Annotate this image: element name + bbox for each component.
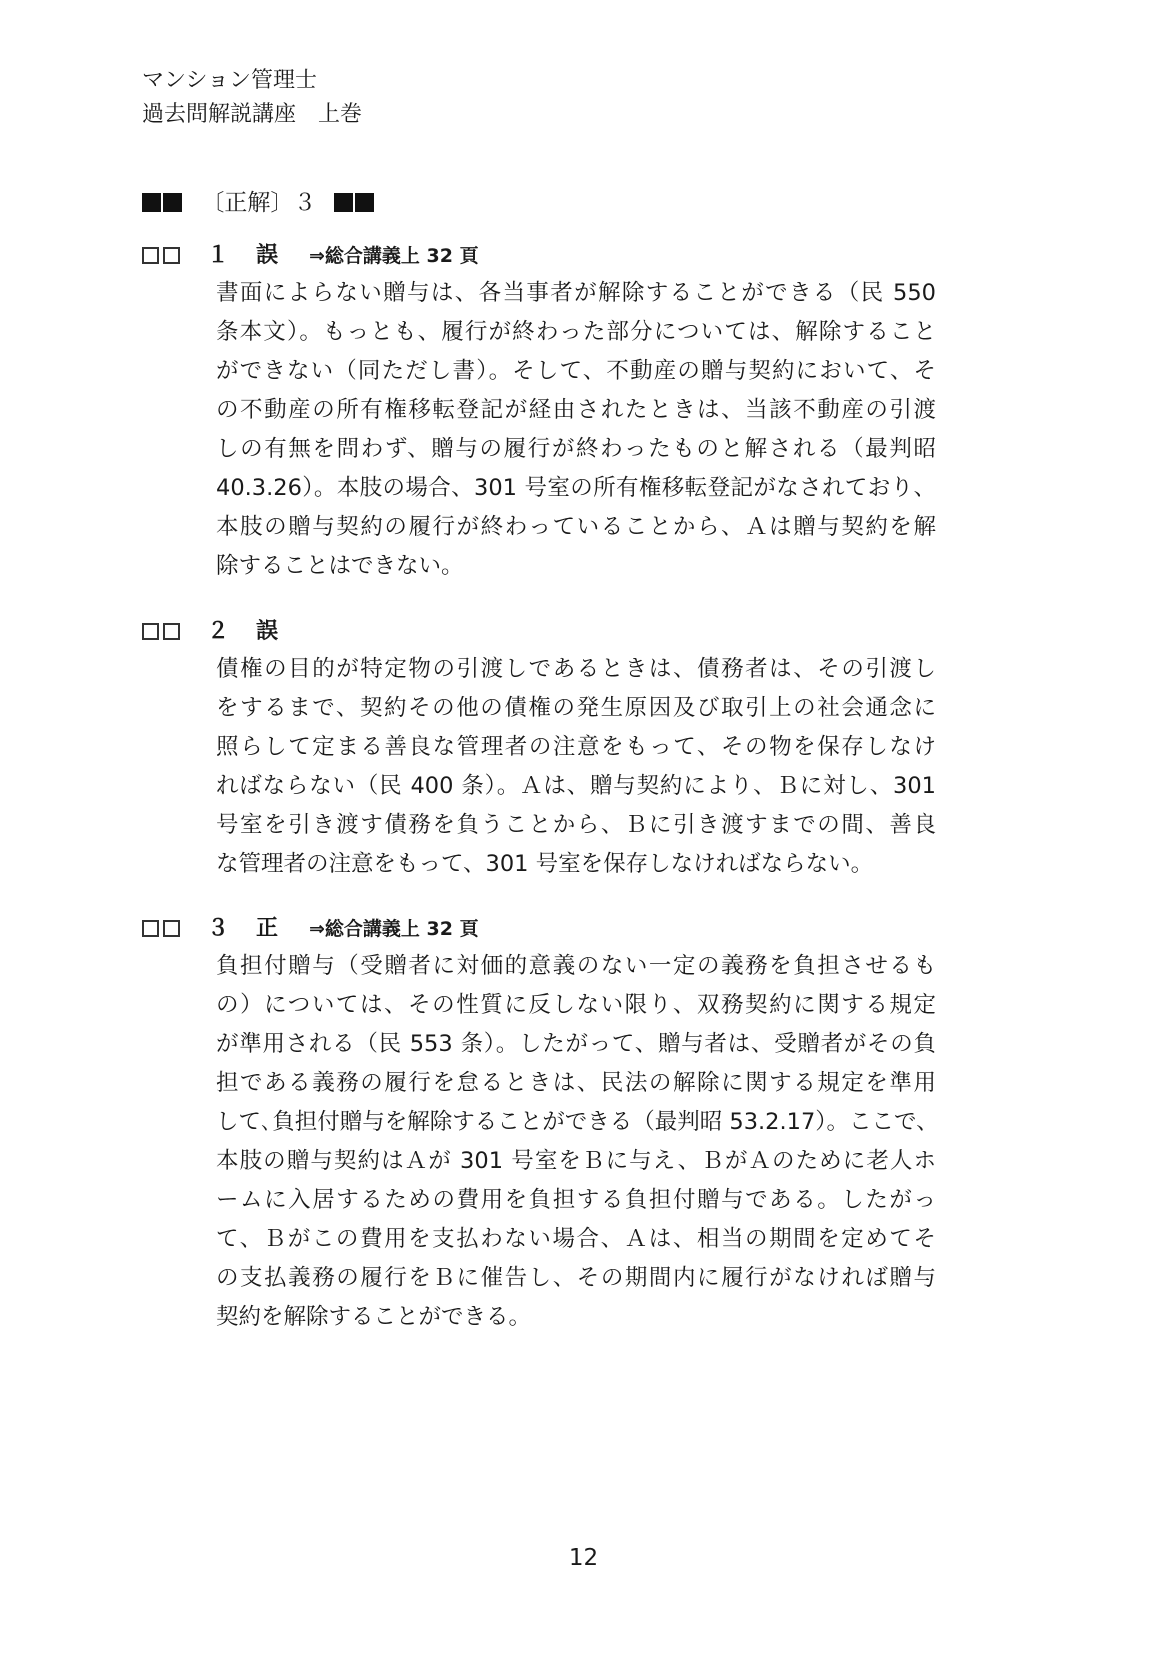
checkbox-icon[interactable] [142, 247, 159, 264]
header-volume-title: 過去問解説講座 上巻 [142, 102, 363, 127]
body-line: の支払義務の履行をＢに催告し、その期間内に履行がなければ贈与 [216, 1265, 936, 1291]
explanation-item-1 [142, 238, 936, 586]
item-verdict: 正 [256, 916, 279, 941]
body-line: 除することはできない。 [216, 553, 464, 579]
item-verdict: 誤 [256, 619, 279, 644]
item-heading [142, 614, 936, 650]
black-square-icon [163, 193, 182, 212]
item-reference: ⇒総合講義上 32 頁 [309, 245, 479, 267]
body-line: 40.3.26）。本肢の場合、301 号室の所有権移転登記がなされており、 [216, 475, 936, 501]
body-line: が準用される（民 553 条）。したがって、贈与者は、受贈者がその負 [216, 1031, 936, 1057]
answer-banner [142, 186, 376, 220]
body-line: の不動産の所有権移転登記が経由されたときは、当該不動産の引渡 [216, 397, 936, 423]
item-verdict: 誤 [256, 243, 279, 268]
black-square-icon [355, 193, 374, 212]
body-line: 本肢の贈与契約はＡが 301 号室をＢに与え、ＢがＡのために老人ホ [216, 1148, 936, 1174]
body-line: 本肢の贈与契約の履行が終わっていることから、Ａは贈与契約を解 [216, 514, 936, 540]
body-line: をするまで、契約その他の債権の発生原因及び取引上の社会通念に [216, 695, 936, 721]
checkbox-icon[interactable] [163, 920, 180, 937]
checkbox-icon[interactable] [142, 920, 159, 937]
item-heading [142, 911, 936, 947]
explanation-item-3 [142, 911, 939, 1337]
item-number: ２ [207, 619, 230, 644]
answer-text: 〔正解〕３ [201, 190, 317, 216]
page-header [142, 64, 362, 132]
item-number: ３ [207, 916, 230, 941]
checkbox-icon[interactable] [142, 623, 159, 640]
body-line: しの有無を問わず、贈与の履行が終わったものと解される（最判昭 [216, 436, 936, 462]
item-body [216, 947, 939, 1337]
checkbox-icon[interactable] [163, 247, 180, 264]
page-number: 12 [568, 1545, 599, 1571]
body-line: ればならない（民 400 条）。Ａは、贈与契約により、Ｂに対し、301 [216, 773, 936, 799]
body-line: て、Ｂがこの費用を支払わない場合、Ａは、相当の期間を定めてそ [216, 1226, 936, 1252]
body-line: 負担付贈与（受贈者に対価的意義のない一定の義務を負担させるも [216, 953, 936, 979]
body-line: 債権の目的が特定物の引渡しであるときは、債務者は、その引渡し [216, 656, 936, 682]
item-heading [142, 238, 936, 274]
body-line: 条本文）。もっとも、履行が終わった部分については、解除すること [216, 319, 936, 345]
body-line: ができない（同ただし書）。そして、不動産の贈与契約において、そ [216, 358, 936, 384]
item-body [216, 650, 936, 884]
checkbox-icon[interactable] [163, 623, 180, 640]
item-body [216, 274, 936, 586]
black-square-icon [334, 193, 353, 212]
header-course-name: マンション管理士 [142, 68, 318, 93]
black-square-icon [142, 193, 161, 212]
explanation-item-2 [142, 614, 936, 884]
body-line: ームに入居するための費用を負担する負担付贈与である。したがっ [216, 1187, 936, 1213]
item-reference: ⇒総合講義上 32 頁 [309, 918, 479, 940]
body-line: の）については、その性質に反しない限り、双務契約に関する規定 [216, 992, 936, 1018]
body-line: 契約を解除することができる。 [216, 1304, 532, 1330]
body-line: 担である義務の履行を怠るときは、民法の解除に関する規定を準用 [216, 1070, 936, 1096]
body-line: 号室を引き渡す債務を負うことから、Ｂに引き渡すまでの間、善良 [216, 812, 936, 838]
item-number: １ [207, 243, 230, 268]
body-line: な管理者の注意をもって、301 号室を保存しなければならない。 [216, 851, 874, 877]
body-line: 照らして定まる善良な管理者の注意をもって、その物を保存しなけ [216, 734, 936, 760]
body-line: 書面によらない贈与は、各当事者が解除することができる（民 550 [216, 280, 936, 306]
body-line: して､負担付贈与を解除することができる（最判昭 53.2.17）。ここで、 [216, 1109, 939, 1135]
